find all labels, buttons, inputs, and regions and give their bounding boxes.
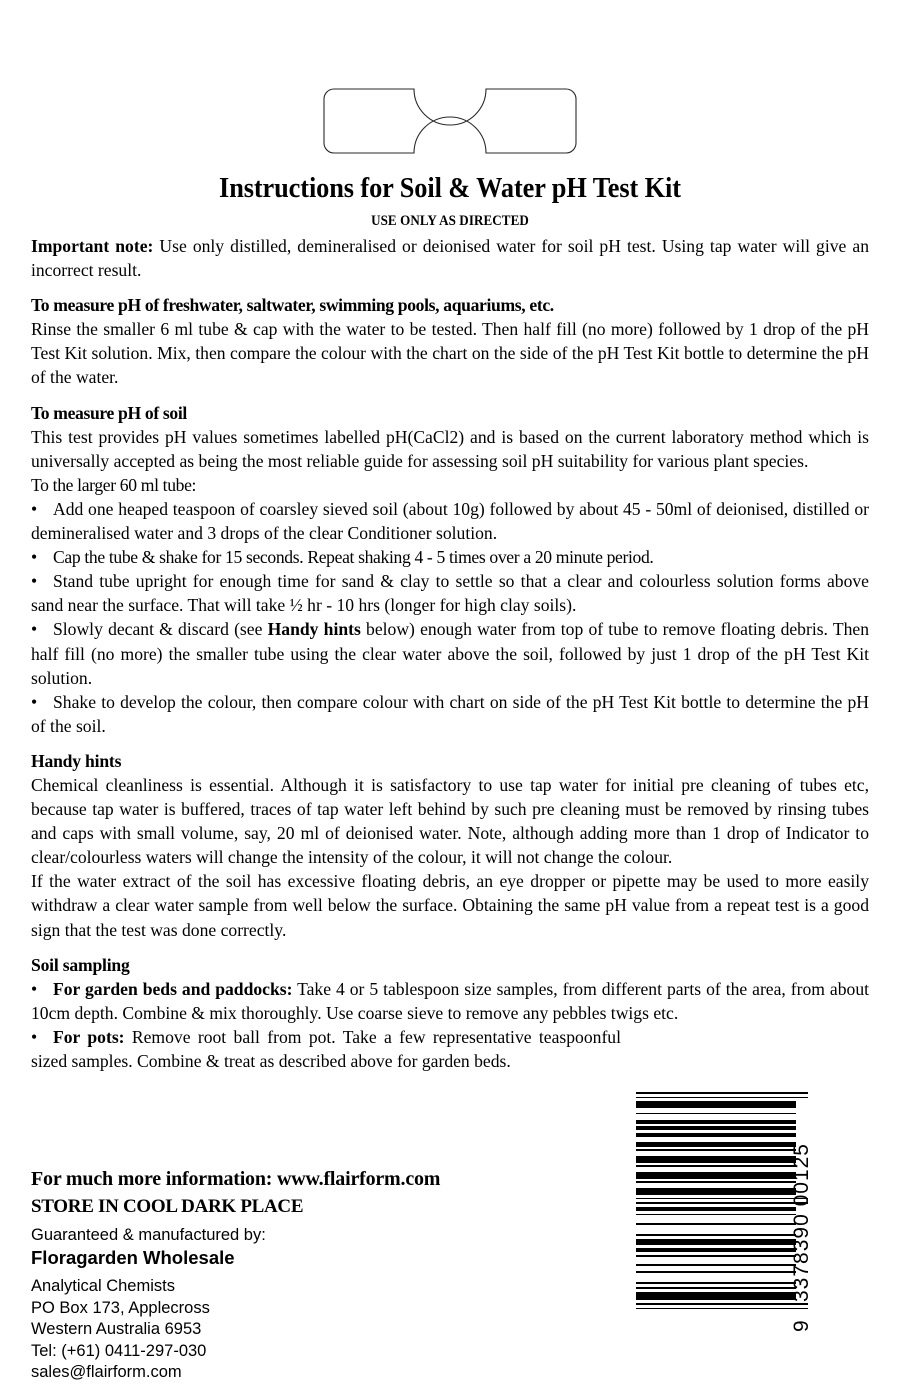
address-line-2: PO Box 173, Applecross [31, 1298, 210, 1317]
barcode-bar [636, 1248, 796, 1252]
address-line-3: Western Australia 6953 [31, 1320, 202, 1338]
decant-bold-ref: Handy hints [267, 619, 361, 640]
handy-hints-heading: Handy hints [31, 750, 122, 771]
soil-step-4-text: Shake to develop the colour, then compare colour with chart on side of the pH Test Kit bottle to determine the pH of the soil. [31, 691, 869, 736]
bullet-icon: • [31, 691, 38, 712]
bullet-icon: • [31, 498, 38, 519]
barcode-bar [636, 1271, 796, 1273]
barcode-bar [636, 1303, 808, 1305]
barcode-bar [636, 1133, 796, 1137]
page-title: Instructions for Soil & Water pH Test Kit [219, 173, 681, 204]
soil-section-intro: This test provides pH values sometimes labelled pH(CaCl2) and is based on the current laboratory method which is universally accepted as being the most reliable guide for assessing soil pH suitability for various plant species. [31, 426, 869, 471]
barcode-bar [636, 1264, 796, 1266]
barcode-bar [636, 1165, 796, 1167]
barcode-bar [636, 1120, 796, 1124]
barcode-bar [636, 1287, 796, 1289]
barcode-bar [636, 1202, 808, 1204]
soil-step-2 [31, 545, 869, 569]
garden-beds-text: Take 4 or 5 tablespoon size samples, from different parts of the area, from about 10cm depth. Combine & mix thoroughly. Use coarse sieve to remove any pebbles twigs etc. [31, 978, 870, 1023]
page-subtitle: USE ONLY AS DIRECTED [371, 213, 529, 229]
bullet-icon: • [31, 619, 38, 640]
pots-text: Remove root ball from pot. Take a few representative teaspoonful sized samples. Combine & treat as described above for garden beds. [31, 1026, 621, 1071]
soil-step-1 [31, 497, 869, 545]
guaranteed-by-label: Guaranteed & manufactured by: [31, 1226, 266, 1244]
barcode-bar [636, 1207, 796, 1211]
instructions-body [31, 234, 869, 1073]
barcode-bar [636, 1214, 796, 1216]
barcode-bar [636, 1255, 796, 1257]
company-name: Floragarden Wholesale [31, 1247, 235, 1268]
soil-step-3-text: Stand tube upright for enough time for sand & clay to settle so that a clear and colourless solution forms above sand near the surface. That will take ½ hr - 10 hrs (longer for high clay soils). [31, 571, 869, 616]
soil-step-decant [31, 617, 869, 689]
bullet-icon: • [31, 978, 38, 999]
barcode-number-text: 3378390 00125 [790, 1143, 813, 1302]
barcode-bar [636, 1126, 796, 1130]
soil-step-1-text: Add one heaped teaspoon of coarsley sieved soil (about 10g) followed by about 45 - 50ml of deionised, distilled or demineralised water and 3 drops of the clear Conditioner solution. [31, 498, 869, 544]
more-information-line[interactable]: For much more information: www.flairform.com [31, 1168, 441, 1190]
phone-line: Tel: (+61) 0411-297-030 [31, 1341, 207, 1360]
barcode-bar [636, 1282, 796, 1284]
pots-label: For pots: [53, 1026, 125, 1047]
bullet-icon: • [31, 1026, 38, 1047]
barcode-bar [636, 1172, 796, 1178]
handy-hints-paragraph-2: If the water extract of the soil has excessive floating debris, an eye dropper or pipette may be used to more easily withdraw a clear water sample from well below the surface. Obtaining the same pH value from a repeat test is a good sign that the test was done correctly. [31, 871, 869, 940]
important-note-label: Important note: [31, 236, 154, 256]
hang-tag-outline-icon [310, 75, 590, 167]
barcode [636, 1092, 826, 1384]
barcode-bar [636, 1142, 796, 1146]
barcode-bar [636, 1181, 796, 1183]
soil-tube-line: To the larger 60 ml tube: [31, 474, 197, 495]
barcode-bar [636, 1097, 808, 1099]
soil-step-4 [31, 690, 869, 738]
garden-beds-label: For garden beds and paddocks: [53, 978, 293, 999]
sampling-garden-beds [31, 977, 869, 1025]
barcode-bar [636, 1308, 808, 1310]
storage-instruction-line: STORE IN COOL DARK PLACE [31, 1196, 304, 1217]
barcode-digits [786, 1092, 826, 1332]
barcode-bar [636, 1198, 808, 1200]
barcode-bar [636, 1239, 796, 1245]
important-note-paragraph [31, 234, 869, 282]
soil-step-3 [31, 569, 869, 617]
bullet-icon: • [31, 547, 37, 568]
manufacturer-block [31, 1224, 266, 1384]
barcode-bar [636, 1101, 796, 1107]
handy-hints-paragraph-1: Chemical cleanliness is essential. Although it is satisfactory to use tap water for initial pre cleaning of tubes etc, because tap water is buffered, traces of tap water left behind by such pre cleaning must be removed by rinsing tubes and caps with small volume, say, 20 ml of deionised water. Note, although adding more than 1 drop of Indicator to clear/colourless waters will change the intensity of the colour, it will not change the colour. [31, 774, 869, 868]
soil-section-heading: To measure pH of soil [31, 402, 187, 423]
barcode-bar [636, 1292, 796, 1301]
barcode-leading-digit: 9 [790, 1319, 813, 1332]
soil-step-2-text: Cap the tube & shake for 15 seconds. Repeat shaking 4 - 5 times over a 20 minute period. [53, 547, 654, 568]
barcode-bar [636, 1188, 796, 1194]
soil-sampling-heading: Soil sampling [31, 954, 130, 975]
sampling-pots [31, 1025, 621, 1073]
barcode-bars-icon [636, 1092, 808, 1310]
important-note-text: Use only distilled, demineralised or deionised water for soil pH test. Using tap water will give an incorrect result. [31, 236, 869, 281]
barcode-bar [636, 1234, 796, 1236]
email-line[interactable]: sales@flairform.com [31, 1363, 182, 1381]
water-section-body: Rinse the smaller 6 ml tube & cap with the water to be tested. Then half fill (no more) followed by 1 drop of the pH Test Kit solution. Mix, then compare the colour with the chart on the side of the pH Test Kit bottle to determine the pH of the water. [31, 319, 869, 388]
decant-post-text: below) enough water from top of tube to remove floating debris. Then half fill (no more) the smaller tube using the clear water above the soil, followed by just 1 drop of the pH Test Kit solution. [31, 619, 869, 688]
address-line-1: Analytical Chemists [31, 1277, 175, 1295]
decant-pre-text: Slowly decant & discard (see [53, 619, 268, 640]
barcode-bar [636, 1149, 796, 1151]
barcode-bar [636, 1113, 796, 1115]
bullet-icon: • [31, 571, 38, 592]
water-section-heading: To measure pH of freshwater, saltwater, swimming pools, aquariums, etc. [31, 295, 554, 316]
barcode-bar [636, 1223, 796, 1225]
barcode-bar [636, 1156, 796, 1162]
barcode-bar [636, 1092, 808, 1094]
